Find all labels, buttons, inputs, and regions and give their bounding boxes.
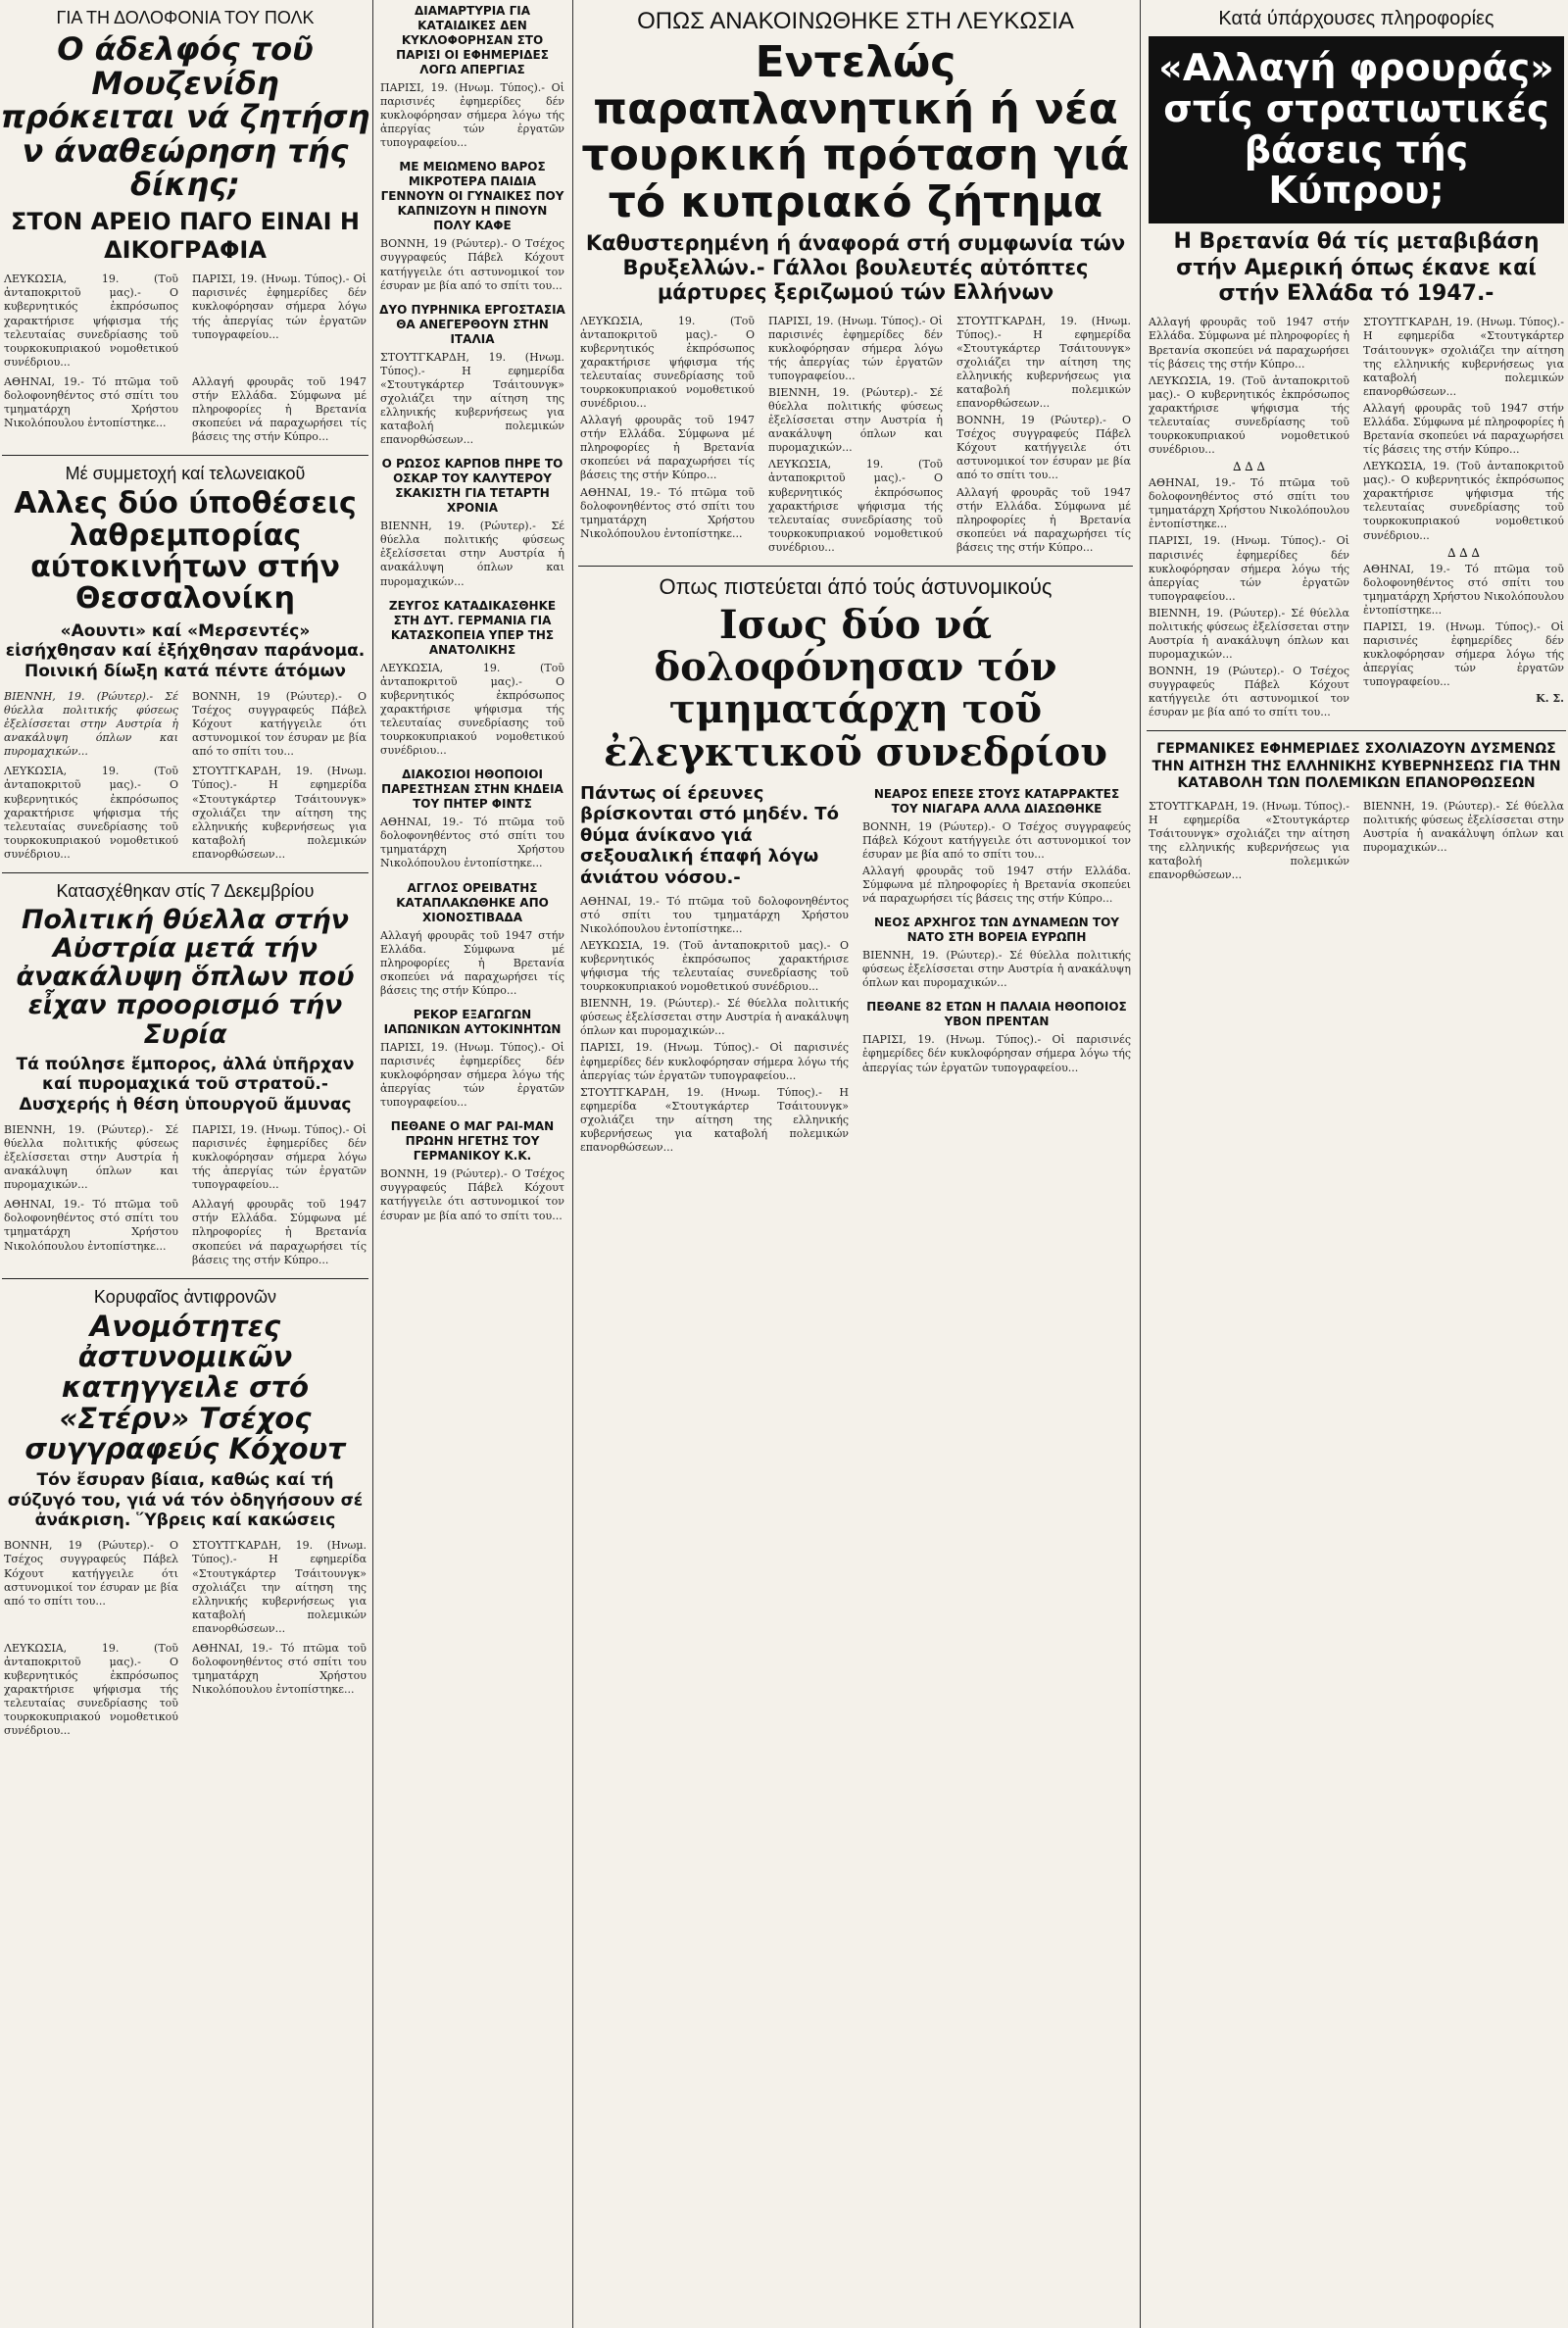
divider xyxy=(1147,730,1566,731)
column-rule xyxy=(572,0,573,2328)
divider xyxy=(2,872,368,873)
article-text: ΠΑΡΙΣΙ, 19. (Ηνωμ. Τύπος).- Οἱ παρισινές ἐφημερίδες δέν κυκλοφόρησαν σήμερα λόγω τής ἀπεργίας τών ἐργατῶν τυπογραφείου... xyxy=(862,1033,1131,1074)
brief-headline: ΔΙΑΚΟΣΙΟΙ ΗΘΟΠΟΙΟΙ ΠΑΡΕΣΤΗΣΑΝ ΣΤΗΝ ΚΗΔΕΙΑ ΤΟΥ ΠΗΤΕΡ ΦΙΝΤΣ xyxy=(381,768,564,812)
article-text: ΒΙΕΝΝΗ, 19. (Ρώυτερ).- Σέ θύελλα πολιτικής φύσεως ἐξελίσσεται στην Αυστρία ἡ ανακάλυψη όπλων και πυρομαχικών... xyxy=(1149,606,1349,662)
article-text: ΒΙΕΝΝΗ, 19. (Ρώυτερ).- Σέ θύελλα πολιτικής φύσεως ἐξελίσσεται στην Αυστρία ἡ ανακάλυψη όπλων και πυρομαχικών... xyxy=(380,520,564,588)
brief-headline: ΝΕΟΣ ΑΡΧΗΓΟΣ ΤΩΝ ΔΥΝΑΜΕΩΝ ΤΟΥ ΝΑΤΟ ΣΤΗ ΒΟΡΕΙΑ ΕΥΡΩΠΗ xyxy=(874,916,1119,945)
article-text: ΠΑΡΙΣΙ, 19. (Ηνωμ. Τύπος).- Οἱ παρισινές ἐφημερίδες δέν κυκλοφόρησαν σήμερα λόγω τής ἀπεργίας τών ἐργατῶν τυπογραφείου... xyxy=(380,1040,564,1110)
article-text: ΑΘΗΝΑΙ, 19.- Τό πτῶμα τοῦ δολοφονηθέντος στό σπίτι του τμηματάρχη Χρήστου Νικολόπουλου ἐντοπίστηκε... xyxy=(4,1198,178,1253)
article-text: ΑΘΗΝΑΙ, 19.- Τό πτῶμα τοῦ δολοφονηθέντος στό σπίτι του τμηματάρχη Χρήστου Νικολόπουλου ἐντοπίστηκε... xyxy=(580,894,849,935)
article-text: ΠΑΡΙΣΙ, 19. (Ηνωμ. Τύπος).- Οἱ παρισινές ἐφημερίδες δέν κυκλοφόρησαν σήμερα λόγω τής ἀπεργίας τών ἐργατῶν τυπογραφείου... xyxy=(768,314,943,382)
brief-headline: ΑΓΓΛΟΣ ΟΡΕΙΒΑΤΗΣ ΚΑΤΑΠΛΑΚΩΘΗΚΕ ΑΠΟ ΧΙΟΝΟΣΤΙΒΑΔΑ xyxy=(396,880,549,924)
right-column xyxy=(1145,0,1568,2328)
column-rule xyxy=(1140,0,1141,2328)
article-text: ΠΑΡΙΣΙ, 19. (Ηνωμ. Τύπος).- Οἱ παρισινές ἐφημερίδες δέν κυκλοφόρησαν σήμερα λόγω τής ἀπεργίας τών ἐργατῶν τυπογραφείου... xyxy=(580,1041,849,1082)
divider xyxy=(578,566,1133,567)
kicker: Κατασχέθηκαν στίς 7 Δεκεμβρίου xyxy=(56,880,315,901)
article-text: ΛΕΥΚΩΣΙΑ, 19. (Τοῦ ἀνταποκριτοῦ μας).- Ο κυβερνητικός ἐκπρόσωπος χαρακτήρισε ψήφισμα τής τελευταίας συνεδρίασης τοῦ τουρκοκυπριακού νομοθετικού συνέδριου... xyxy=(768,458,943,554)
article-text: ΒΟΝΝΗ, 19 (Ρώυτερ).- Ο Τσέχος συγγραφεύς Πάβελ Κόχουτ κατήγγειλε ότι αστυνομικοί τον έσυραν με βία από το σπίτι του... xyxy=(1149,665,1349,719)
article-text: Αλλαγή φρουρᾶς τοῦ 1947 στήν Ελλάδα. Σύμφωνα μέ πληροφορίες ἡ Βρετανία σκοπεύει νά παραχωρήσει τίς βάσεις της στήν Κύπρο... xyxy=(192,374,367,444)
article-text: ΑΘΗΝΑΙ, 19.- Τό πτῶμα τοῦ δολοφονηθέντος στό σπίτι του τμηματάρχη Χρήστου Νικολόπουλου ἐντοπίστηκε... xyxy=(1149,476,1349,531)
article-text: ΒΙΕΝΝΗ, 19. (Ρώυτερ).- Σέ θύελλα πολιτικής φύσεως ἐξελίσσεται στην Αυστρία ἡ ανακάλυψη όπλων και πυρομαχικών... xyxy=(768,386,943,455)
article-text: ΛΕΥΚΩΣΙΑ, 19. (Τοῦ ἀνταποκριτοῦ μας).- Ο κυβερνητικός ἐκπρόσωπος χαρακτήρισε ψήφισμα τής τελευταίας συνεδρίασης τοῦ τουρκοκυπριακού νομοθετικού συνέδριου... xyxy=(380,661,564,758)
headline: Ο άδελφός τοῦ Μουζενίδη πρόκειται νά ζητήση ν άναθεώρηση τής δίκης; xyxy=(0,30,370,204)
brief-headline: ΖΕΥΓΟΣ ΚΑΤΑΔΙΚΑΣΘΗΚΕ ΣΤΗ ΔΥΤ. ΓΕΡΜΑΝΙΑ ΓΙΑ ΚΑΤΑΣΚΟΠΕΙΑ ΥΠΕΡ ΤΗΣ ΑΝΑΤΟΛΙΚΗΣ xyxy=(388,598,557,657)
article-text: ΒΟΝΝΗ, 19 (Ρώυτερ).- Ο Τσέχος συγγραφεύς Πάβελ Κόχουτ κατήγγειλε ότι αστυνομικοί τον έσυραν με βία από το σπίτι του... xyxy=(192,690,367,759)
article-text: ΣΤΟΥΤΓΚΑΡΔΗ, 19. (Ηνωμ. Τύπος).- Η εφημερίδα «Στουτγκάρτερ Τσάιτουνγκ» σχολιάζει την αίτηση της ελληνικής κυβερνήσεως για καταβολή πολεμικών επανορθώσεων... xyxy=(192,1539,367,1635)
brief-headline: ΓΕΡΜΑΝΙΚΕΣ ΕΦΗΜΕΡΙΔΕΣ ΣΧΟΛΙΑΖΟΥΝ ΔΥΣΜΕΝΩΣ ΤΗΝ ΑΙΤΗΣΗ ΤΗΣ ΕΛΛΗΝΙΚΗΣ ΚΥΒΕΡΝΗΣΕΩΣ ΓΙΑ ΤΗΝ ΚΑΤΑΒΟΛΗ ΤΩΝ ΠΟΛΕΜΙΚΩΝ ΕΠΑΝΟΡΘΩΣΕΩΝ xyxy=(1152,741,1561,792)
brief-headline: ΝΕΑΡΟΣ ΕΠΕΣΕ ΣΤΟΥΣ ΚΑΤΑΡΡΑΚΤΕΣ ΤΟΥ ΝΙΑΓΑΡΑ ΑΛΛΑ ΔΙΑΣΩΘΗΚΕ xyxy=(873,786,1120,816)
article-text: ΛΕΥΚΩΣΙΑ, 19. (Τοῦ ἀνταποκριτοῦ μας).- Ο κυβερνητικός ἐκπρόσωπος χαρακτήρισε ψήφισμα τής τελευταίας συνεδρίασης τοῦ τουρκοκυπριακού νομοθετικού συνέδριου... xyxy=(4,1641,178,1738)
article-text: ΛΕΥΚΩΣΙΑ, 19. (Τοῦ ἀνταποκριτοῦ μας).- Ο κυβερνητικός ἐκπρόσωπος χαρακτήρισε ψήφισμα τής τελευταίας συνεδρίασης τοῦ τουρκοκυπριακού νομοθετικού συνέδριου... xyxy=(4,765,178,861)
brief-headline: ΔΙΑΜΑΡΤΥΡΙΑ ΓΙΑ ΚΑΤΑΙΔΙΚΕΣ ΔΕΝ ΚΥΚΛΟΦΟΡΗΣΑΝ ΣΤΟ ΠΑΡΙΣΙ ΟΙ ΕΦΗΜΕΡΙΔΕΣ ΛΟΓΩ ΑΠΕΡΓΙΑΣ xyxy=(396,4,549,76)
brief-headline: Ο ΡΩΣΟΣ ΚΑΡΠΟΒ ΠΗΡΕ ΤΟ ΟΣΚΑΡ ΤΟΥ ΚΑΛΥΤΕΡΟΥ ΣΚΑΚΙΣΤΗ ΓΙΑ ΤΕΤΑΡΤΗ ΧΡΟΝΙΑ xyxy=(381,457,564,516)
article-text: ΛΕΥΚΩΣΙΑ, 19. (Τοῦ ἀνταποκριτοῦ μας).- Ο κυβερνητικός ἐκπρόσωπος χαρακτήρισε ψήφισμα τής τελευταίας συνεδρίασης τοῦ τουρκοκυπριακού νομοθετικού συνέδριου... xyxy=(580,314,755,411)
article-text: ΠΑΡΙΣΙ, 19. (Ηνωμ. Τύπος).- Οἱ παρισινές ἐφημερίδες δέν κυκλοφόρησαν σήμερα λόγω τής ἀπεργίας τών ἐργατῶν τυπογραφείου... xyxy=(1149,534,1349,603)
article-text: ΒΙΕΝΝΗ, 19. (Ρώυτερ).- Σέ θύελλα πολιτικής φύσεως ἐξελίσσεται στην Αυστρία ἡ ανακάλυψη όπλων και πυρομαχικών... xyxy=(4,690,178,759)
brief-headline: ΔΥΟ ΠΥΡΗΝΙΚΑ ΕΡΓΟΣΤΑΣΙΑ ΘΑ ΑΝΕΓΕΡΘΟΥΝ ΣΤΗΝ ΙΤΑΛΙΑ xyxy=(379,302,565,346)
separator: ∆ ∆ ∆ xyxy=(1447,545,1480,560)
article-text: ΑΘΗΝΑΙ, 19.- Τό πτῶμα τοῦ δολοφονηθέντος στό σπίτι του τμηματάρχη Χρήστου Νικολόπουλου ἐντοπίστηκε... xyxy=(1363,562,1564,617)
article-text: ΒΙΕΝΝΗ, 19. (Ρώυτερ).- Σέ θύελλα πολιτικής φύσεως ἐξελίσσεται στην Αυστρία ἡ ανακάλυψη όπλων και πυρομαχικών... xyxy=(862,949,1131,990)
subhead: Τά πούλησε ἔμπορος, ἀλλά ὑπῆρχαν καί πυρομαχικά τοῦ στρατοῦ.- Δυσχερής ἡ θέση ὑπουργοῦ ἄμυνας xyxy=(16,1054,355,1114)
lead-headline: Εντελώς παραπλανητική ή νέα τουρκική πρόταση γιά τό κυπριακό ζήτημα xyxy=(581,37,1130,227)
article-text: ΠΑΡΙΣΙ, 19. (Ηνωμ. Τύπος).- Οἱ παρισινές ἐφημερίδες δέν κυκλοφόρησαν σήμερα λόγω τής ἀπεργίας τών ἐργατῶν τυπογραφείου... xyxy=(1363,619,1564,689)
text-column xyxy=(1145,313,1353,722)
divider xyxy=(2,455,368,456)
article-text: Αλλαγή φρουρᾶς τοῦ 1947 στήν Ελλάδα. Σύμφωνα μέ πληροφορίες ἡ Βρετανία σκοπεύει νά παραχωρήσει τίς βάσεις της στήν Κύπρο... xyxy=(1149,316,1349,371)
article-text: ΒΟΝΝΗ, 19 (Ρώυτερ).- Ο Τσέχος συγγραφεύς Πάβελ Κόχουτ κατήγγειλε ότι αστυνομικοί τον έσυραν με βία από το σπίτι του... xyxy=(380,1167,564,1222)
article-text: Αλλαγή φρουρᾶς τοῦ 1947 στήν Ελλάδα. Σύμφωνα μέ πληροφορίες ἡ Βρετανία σκοπεύει νά παραχωρήσει τίς βάσεις της στήν Κύπρο... xyxy=(1363,401,1564,457)
article-text: ΣΤΟΥΤΓΚΑΡΔΗ, 19. (Ηνωμ. Τύπος).- Η εφημερίδα «Στουτγκάρτερ Τσάιτουνγκ» σχολιάζει την αίτηση της ελληνικής κυβερνήσεως για καταβολή πολεμικών επανορθώσεων... xyxy=(380,350,564,447)
kicker: Κατά ύπάρχουσες πληροφορίες xyxy=(1218,8,1494,29)
kicker: Οπως πιστεύεται άπό τούς άστυνομικούς xyxy=(659,573,1053,599)
article-text: ΒΟΝΝΗ, 19 (Ρώυτερ).- Ο Τσέχος συγγραφεύς Πάβελ Κόχουτ κατήγγειλε ότι αστυνομικοί τον έσυραν με βία από το σπίτι του... xyxy=(380,237,564,292)
kicker: Κορυφαῖος ἀντιφρονῶν xyxy=(93,1286,277,1307)
article-text: Αλλαγή φρουρᾶς τοῦ 1947 στήν Ελλάδα. Σύμφωνα μέ πληροφορίες ἡ Βρετανία σκοπεύει νά παραχωρήσει τίς βάσεις της στήν Κύπρο... xyxy=(192,1198,367,1266)
article-text: ΒΙΕΝΝΗ, 19. (Ρώυτερ).- Σέ θύελλα πολιτικής φύσεως ἐξελίσσεται στην Αυστρία ἡ ανακάλυψη όπλων και πυρομαχικών... xyxy=(580,997,849,1038)
article-text: ΣΤΟΥΤΓΚΑΡΔΗ, 19. (Ηνωμ. Τύπος).- Η εφημερίδα «Στουτγκάρτερ Τσάιτουνγκ» σχολιάζει την αίτηση της ελληνικής κυβερνήσεως για καταβολή πολεμικών επανορθώσεων... xyxy=(1149,799,1349,882)
article-text: ΒΙΕΝΝΗ, 19. (Ρώυτερ).- Σέ θύελλα πολιτικής φύσεως ἐξελίσσεται στην Αυστρία ἡ ανακάλυψη όπλων και πυρομαχικών... xyxy=(1363,799,1564,855)
separator: ∆ ∆ ∆ xyxy=(1233,460,1265,474)
brief-headline: ΠΕΘΑΝΕ 82 ΕΤΩΝ Η ΠΑΛΑΙΑ ΗΘΟΠΟΙΟΣ ΥΒΟΝ ΠΡΕΝΤΑΝ xyxy=(866,1000,1127,1029)
divider xyxy=(2,1278,368,1279)
headline: Πολιτική θύελλα στήν Αὐστρία μετά τήν ἀνακάλυψη ὅπλων πού εἶχαν προορισμό τήν Συρία xyxy=(16,904,355,1050)
article-text: ΒΙΕΝΝΗ, 19. (Ρώυτερ).- Σέ θύελλα πολιτικής φύσεως ἐξελίσσεται στην Αυστρία ἡ ανακάλυψη όπλων και πυρομαχικών... xyxy=(4,1122,178,1192)
article-text: Αλλαγή φρουρᾶς τοῦ 1947 στήν Ελλάδα. Σύμφωνα μέ πληροφορίες ἡ Βρετανία σκοπεύει νά παραχωρήσει τίς βάσεις της στήν Κύπρο... xyxy=(956,485,1131,554)
article-text: Αλλαγή φρουρᾶς τοῦ 1947 στήν Ελλάδα. Σύμφωνα μέ πληροφορίες ἡ Βρετανία σκοπεύει νά παραχωρήσει τίς βάσεις της στήν Κύπρο... xyxy=(862,864,1131,906)
article-text: ΠΑΡΙΣΙ, 19. (Ηνωμ. Τύπος).- Οἱ παρισινές ἐφημερίδες δέν κυκλοφόρησαν σήμερα λόγω τής ἀπεργίας τών ἐργατῶν τυπογραφείου... xyxy=(192,272,367,341)
boxed-headline: «Αλλαγή φρουράς» στίς στρατιωτικές βάσεις τής Κύπρου; xyxy=(1149,36,1564,223)
article-text: ΛΕΥΚΩΣΙΑ, 19. (Τοῦ ἀνταποκριτοῦ μας).- Ο κυβερνητικός ἐκπρόσωπος χαρακτήρισε ψήφισμα τής τελευταίας συνεδρίασης τοῦ τουρκοκυπριακού νομοθετικού συνέδριου... xyxy=(580,938,849,994)
article-text: ΣΤΟΥΤΓΚΑΡΔΗ, 19. (Ηνωμ. Τύπος).- Η εφημερίδα «Στουτγκάρτερ Τσάιτουνγκ» σχολιάζει την αίτηση της ελληνικής κυβερνήσεως για καταβολή πολεμικών επανορθώσεων... xyxy=(580,1085,849,1154)
article-text: ΠΑΡΙΣΙ, 19. (Ηνωμ. Τύπος).- Οἱ παρισινές ἐφημερίδες δέν κυκλοφόρησαν σήμερα λόγω τής ἀπεργίας τών ἐργατῶν τυπογραφείου... xyxy=(380,81,564,150)
text-column xyxy=(576,312,759,558)
article-text: ΑΘΗΝΑΙ, 19.- Τό πτῶμα τοῦ δολοφονηθέντος στό σπίτι του τμηματάρχη Χρήστου Νικολόπουλου ἐντοπίστηκε... xyxy=(4,374,178,430)
subhead: Πάντως οί έρευνες βρίσκονται στό μηδέν. Τό θύμα άνίκανο γιά σεξουαλική έπαφή λόγω άνιάτου νόσου.- xyxy=(580,782,839,889)
text-column xyxy=(764,312,947,558)
signature: Κ. Σ. xyxy=(1536,692,1564,706)
text-column xyxy=(576,777,853,1158)
center-column xyxy=(576,0,1135,2328)
headline: Αλλες δύο ύποθέσεις λαθρεμπορίας αύτοκινήτων στήν Θεσσαλονίκη xyxy=(14,486,357,617)
article-text: ΛΕΥΚΩΣΙΑ, 19. (Τοῦ ἀνταποκριτοῦ μας).- Ο κυβερνητικός ἐκπρόσωπος χαρακτήρισε ψήφισμα τής τελευταίας συνεδρίασης τοῦ τουρκοκυπριακού νομοθετικού συνέδριου... xyxy=(1363,460,1564,542)
article-text: ΑΘΗΝΑΙ, 19.- Τό πτῶμα τοῦ δολοφονηθέντος στό σπίτι του τμηματάρχη Χρήστου Νικολόπουλου ἐντοπίστηκε... xyxy=(192,1641,367,1697)
subhead: Τόν ἔσυραν βίαια, καθώς καί τή σύζυγό του, γιά νά τόν ὁδηγήσουν σέ ἀνάκριση. Ὕβρεις καί κακώσεις xyxy=(7,1470,364,1531)
brief-headline: ΠΕΘΑΝΕ Ο ΜΑΓ ΡΑΙ-ΜΑΝ ΠΡΩΗΝ ΗΓΕΤΗΣ ΤΟΥ ΓΕΡΜΑΝΙΚΟΥ Κ.Κ. xyxy=(390,1119,555,1164)
text-column xyxy=(953,312,1135,558)
brief-headline: ΡΕΚΟΡ ΕΞΑΓΩΓΩΝ ΙΑΠΩΝΙΚΩΝ ΑΥΤΟΚΙΝΗΤΩΝ xyxy=(383,1007,562,1036)
briefs-column xyxy=(376,0,568,2328)
left-column xyxy=(0,0,370,2328)
article-text: ΠΑΡΙΣΙ, 19. (Ηνωμ. Τύπος).- Οἱ παρισινές ἐφημερίδες δέν κυκλοφόρησαν σήμερα λόγω τής ἀπεργίας τών ἐργατῶν τυπογραφείου... xyxy=(192,1122,367,1192)
kicker: ΟΠΩΣ ΑΝΑΚΟΙΝΩΘΗΚΕ ΣΤΗ ΛΕΥΚΩΣΙΑ xyxy=(637,8,1074,34)
article-text: ΒΟΝΝΗ, 19 (Ρώυτερ).- Ο Τσέχος συγγραφεύς Πάβελ Κόχουτ κατήγγειλε ότι αστυνομικοί τον έσυραν με βία από το σπίτι του... xyxy=(956,414,1131,482)
brief-headline: ΜΕ ΜΕΙΩΜΕΝΟ ΒΑΡΟΣ ΜΙΚΡΟΤΕΡΑ ΠΑΙΔΙΑ ΓΕΝΝΟΥΝ ΟΙ ΓΥΝΑΙΚΕΣ ΠΟΥ ΚΑΠΝΙΖΟΥΝ Η ΠΙΝΟΥΝ ΠΟΛΥ ΚΑΦΕ xyxy=(380,160,564,233)
article-text: ΣΤΟΥΤΓΚΑΡΔΗ, 19. (Ηνωμ. Τύπος).- Η εφημερίδα «Στουτγκάρτερ Τσάιτουνγκ» σχολιάζει την αίτηση της ελληνικής κυβερνήσεως για καταβολή πολεμικών επανορθώσεων... xyxy=(192,765,367,861)
article-text: ΒΟΝΝΗ, 19 (Ρώυτερ).- Ο Τσέχος συγγραφεύς Πάβελ Κόχουτ κατήγγειλε ότι αστυνομικοί τον έσυραν με βία από το σπίτι του... xyxy=(862,819,1131,861)
article-text: ΒΟΝΝΗ, 19 (Ρώυτερ).- Ο Τσέχος συγγραφεύς Πάβελ Κόχουτ κατήγγειλε ότι αστυνομικοί τον έσυραν με βία από το σπίτι του... xyxy=(4,1539,178,1608)
text-column xyxy=(858,777,1135,1158)
headline: Ισως δύο νά δολοφόνησαν τόν τμηματάρχη τοῦ ἐλεγκτικοῦ συνεδρίου xyxy=(603,601,1108,775)
article-text: ΛΕΥΚΩΣΙΑ, 19. (Τοῦ ἀνταποκριτοῦ μας).- Ο κυβερνητικός ἐκπρόσωπος χαρακτήρισε ψήφισμα τής τελευταίας συνεδρίασης τοῦ τουρκοκυπριακού νομοθετικού συνέδριου... xyxy=(1149,373,1349,457)
article-text: ΛΕΥΚΩΣΙΑ, 19. (Τοῦ ἀνταποκριτοῦ μας).- Ο κυβερνητικός ἐκπρόσωπος χαρακτήρισε ψήφισμα τής τελευταίας συνεδρίασης τοῦ τουρκοκυπριακού νομοθετικού συνέδριου... xyxy=(4,272,178,369)
kicker: Μέ συμμετοχή καί τελωνειακοῦ xyxy=(65,464,306,484)
article-text: ΑΘΗΝΑΙ, 19.- Τό πτῶμα τοῦ δολοφονηθέντος στό σπίτι του τμηματάρχη Χρήστου Νικολόπουλου ἐντοπίστηκε... xyxy=(380,816,564,870)
kicker: ΓΙΑ ΤΗ ΔΟΛΟΦΟΝΙΑ ΤΟΥ ΠΟΛΚ xyxy=(56,8,315,27)
article-text: ΑΘΗΝΑΙ, 19.- Τό πτῶμα τοῦ δολοφονηθέντος στό σπίτι του τμηματάρχη Χρήστου Νικολόπουλου ἐντοπίστηκε... xyxy=(580,485,755,540)
article-text: ΣΤΟΥΤΓΚΑΡΔΗ, 19. (Ηνωμ. Τύπος).- Η εφημερίδα «Στουτγκάρτερ Τσάιτουνγκ» σχολιάζει την αίτηση της ελληνικής κυβερνήσεως για καταβολή πολεμικών επανορθώσεων... xyxy=(1363,316,1564,398)
subhead: ΣΤΟΝ ΑΡΕΙΟ ΠΑΓΟ ΕΙΝΑΙ Η ΔΙΚΟΓΡΑΦΙΑ xyxy=(11,207,360,264)
article-text: Αλλαγή φρουρᾶς τοῦ 1947 στήν Ελλάδα. Σύμφωνα μέ πληροφορίες ἡ Βρετανία σκοπεύει νά παραχωρήσει τίς βάσεις της στήν Κύπρο... xyxy=(580,414,755,482)
column-rule xyxy=(372,0,373,2328)
article-text: Αλλαγή φρουρᾶς τοῦ 1947 στήν Ελλάδα. Σύμφωνα μέ πληροφορίες ἡ Βρετανία σκοπεύει νά παραχωρήσει τίς βάσεις της στήν Κύπρο... xyxy=(380,928,564,997)
article-text: ΣΤΟΥΤΓΚΑΡΔΗ, 19. (Ηνωμ. Τύπος).- Η εφημερίδα «Στουτγκάρτερ Τσάιτουνγκ» σχολιάζει την αίτηση της ελληνικής κυβερνήσεως για καταβολή πολεμικών επανορθώσεων... xyxy=(956,314,1131,411)
subhead: «Αουντι» καί «Μερσεντές» εἰσήχθησαν καί ἐξήχθησαν παράνομα. Ποινική δίωξη κατά πέντε άτόμων xyxy=(5,620,366,681)
text-column xyxy=(1359,313,1568,722)
lead-subhead: Καθυστερημένη ή άναφορά στή συμφωνία τών Βρυξελλών.- Γάλλοι βουλευτές αὐτόπτες μάρτυρες ξεριζωμού τών Ελλήνων xyxy=(585,231,1126,305)
headline: Ανομότητες ἀστυνομικῶν κατηγγειλε στό «Στέρν» Τσέχος συγγραφεύς Κόχουτ xyxy=(24,1309,346,1465)
subhead: Η Βρετανία θά τίς μεταβιβάση στήν Αμερική όπως έκανε καί στήν Ελλάδα τό 1947.- xyxy=(1173,229,1540,306)
